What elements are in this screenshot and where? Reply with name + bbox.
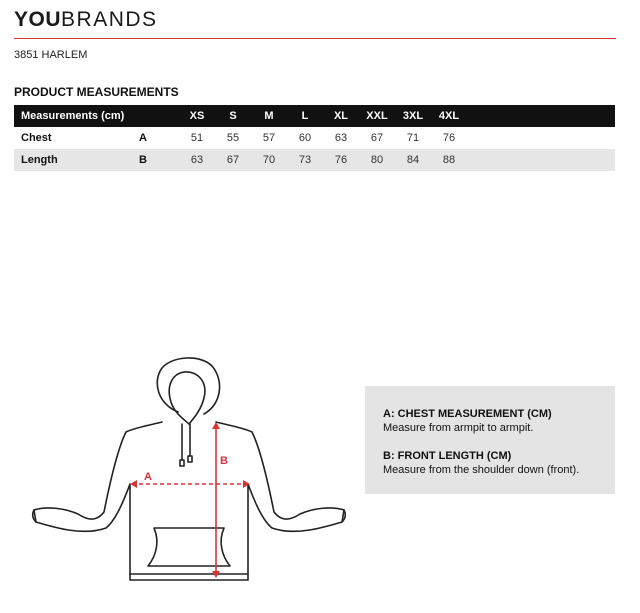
table-header-blank — [139, 105, 179, 127]
table-cell: 51 — [190, 132, 204, 144]
hoodie-diagram — [26, 352, 356, 607]
table-cell: 84 — [406, 154, 420, 166]
table-cell: 57 — [262, 132, 276, 144]
size-header: S — [229, 110, 237, 122]
table-cell: 76 — [334, 154, 348, 166]
diagram-label-b: B — [220, 455, 228, 467]
table-cell: 55 — [226, 132, 240, 144]
table-cell: 88 — [442, 154, 456, 166]
table-cell: 67 — [226, 154, 240, 166]
brand-logo-brands: BRANDS — [61, 8, 158, 31]
row-letter: B — [139, 154, 147, 166]
product-code: 3851 HARLEM — [14, 49, 88, 61]
chest-heading: A: CHEST MEASUREMENT (CM) — [383, 408, 552, 420]
drawcord-tip-left — [180, 460, 184, 466]
brand-logo — [14, 8, 158, 32]
row-label: Chest — [21, 132, 52, 144]
table-cell: 63 — [334, 132, 348, 144]
header-rule — [14, 38, 616, 39]
table-header-label: Measurements (cm) — [21, 110, 125, 122]
row-pad — [467, 127, 615, 149]
drawcord-tip-right — [188, 456, 192, 462]
kangaroo-pocket — [148, 528, 230, 566]
row-label: Length — [21, 154, 58, 166]
table-cell: 67 — [370, 132, 384, 144]
length-description: Measure from the shoulder down (front). — [383, 464, 580, 476]
measurements-table — [14, 105, 615, 171]
size-header: XXL — [366, 110, 388, 122]
table-cell: 70 — [262, 154, 276, 166]
table-cell: 73 — [298, 154, 312, 166]
section-title: PRODUCT MEASUREMENTS — [14, 85, 179, 99]
hood-outline — [157, 358, 219, 414]
chest-arrow-left — [130, 480, 137, 488]
size-header: 4XL — [438, 110, 460, 122]
size-header: M — [264, 110, 274, 122]
row-pad — [467, 149, 615, 171]
row-letter: A — [139, 132, 147, 144]
body-outline — [34, 422, 344, 580]
table-cell: 80 — [370, 154, 384, 166]
table-row-chest — [14, 127, 615, 149]
table-header-row — [14, 105, 615, 127]
size-header: XS — [189, 110, 205, 122]
length-heading: B: FRONT LENGTH (CM) — [383, 450, 512, 462]
size-header: XL — [333, 110, 349, 122]
table-row-length — [14, 149, 615, 171]
size-header: 3XL — [402, 110, 424, 122]
table-cell: 71 — [406, 132, 420, 144]
brand-logo-you: YOU — [14, 8, 62, 31]
table-header-pad — [467, 105, 615, 127]
table-cell: 76 — [442, 132, 456, 144]
size-header: L — [301, 110, 309, 122]
measurement-info-box — [365, 386, 615, 494]
table-cell: 63 — [190, 154, 204, 166]
chest-description: Measure from armpit to armpit. — [383, 422, 534, 434]
diagram-label-a: A — [144, 471, 152, 483]
hood-inner — [169, 372, 205, 424]
table-cell: 60 — [298, 132, 312, 144]
